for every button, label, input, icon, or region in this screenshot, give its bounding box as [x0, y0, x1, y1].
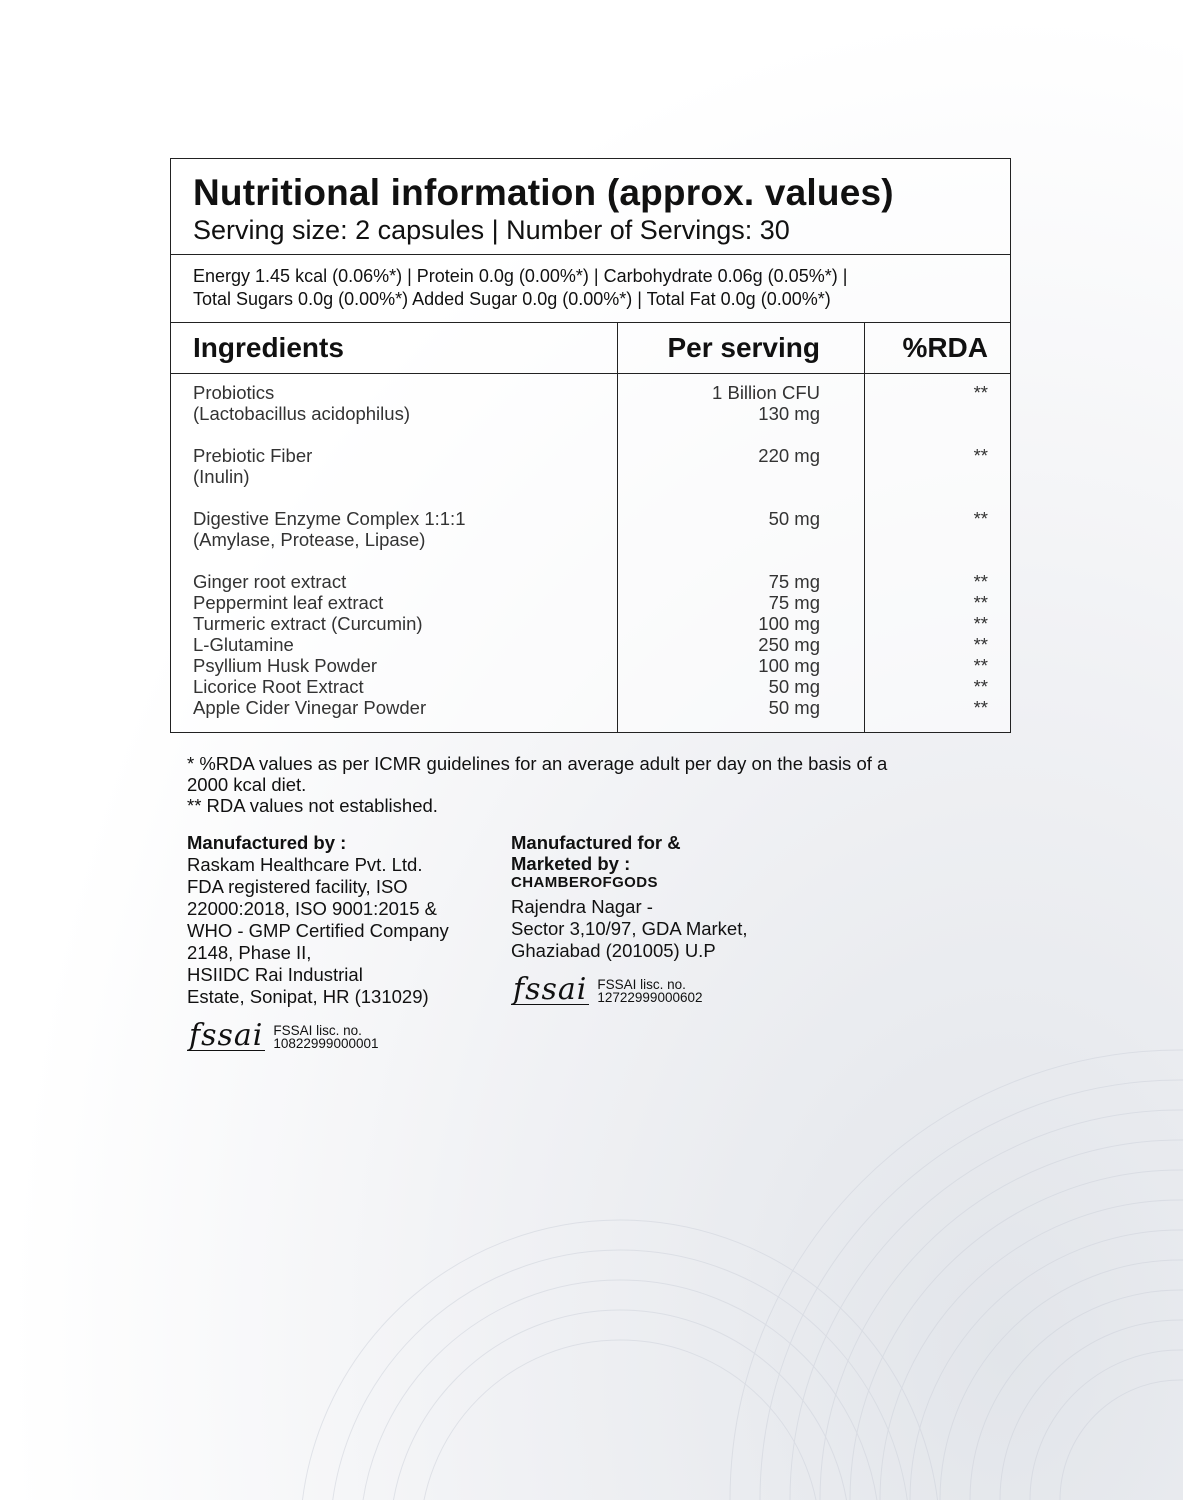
rda-value: **: [973, 592, 988, 613]
table-group: [618, 445, 820, 487]
marketer-label-2: Marketed by :: [511, 853, 631, 874]
per-serving-value: 100 mg: [758, 613, 820, 634]
manufacturer-block: [187, 832, 449, 1051]
per-serving-value: 50 mg: [768, 676, 820, 697]
table-group: [193, 571, 617, 718]
per-serving-value: 130 mg: [758, 403, 820, 424]
header-ingredients: Ingredients: [171, 323, 617, 374]
ingredients-list: [171, 374, 617, 718]
rda-value: **: [973, 676, 988, 697]
fssai-license: [273, 1024, 378, 1050]
fssai-logo: fssai: [513, 972, 588, 1007]
address-line: Estate, Sonipat, HR (131029): [187, 986, 429, 1007]
ingredient-line: Peppermint leaf extract: [193, 592, 384, 613]
ingredient-line: Apple Cider Vinegar Powder: [193, 697, 427, 718]
rda-list: [865, 374, 1010, 718]
address-line: HSIIDC Rai Industrial: [187, 964, 363, 985]
ingredient-line: (Amylase, Protease, Lipase): [193, 529, 426, 550]
fssai-license: [597, 978, 702, 1004]
ingredient-line: (Inulin): [193, 466, 250, 487]
marketer-label-1: Manufactured for &: [511, 832, 681, 853]
ingredients-column: [171, 323, 618, 732]
table-group: [865, 571, 988, 718]
address-line: 22000:2018, ISO 9001:2015 &: [187, 898, 437, 919]
ingredient-line: Prebiotic Fiber: [193, 445, 313, 466]
fssai-label: FSSAI lisc. no.: [273, 1022, 362, 1038]
per-serving-value: 220 mg: [758, 445, 820, 466]
energy-line-2: Total Sugars 0.0g (0.00%*) Added Sugar 0.0g (0.00%*) | Total Fat 0.0g (0.00%*): [193, 289, 831, 309]
footnote-rda-line-1: * %RDA values as per ICMR guidelines for an average adult per day on the basis of a: [187, 753, 888, 774]
header-per-serving: Per serving: [618, 323, 864, 374]
table-group: [865, 382, 988, 424]
nutrition-panel: [170, 158, 1011, 733]
ingredient-line: (Lactobacillus acidophilus): [193, 403, 410, 424]
per-serving-value: 75 mg: [768, 571, 820, 592]
rda-value: **: [973, 634, 988, 655]
rda-value: **: [973, 382, 988, 403]
table-group: [193, 382, 617, 424]
table-group: [193, 508, 617, 550]
energy-summary: [171, 255, 1010, 323]
rda-value: **: [973, 508, 988, 529]
rda-value: **: [973, 571, 988, 592]
panel-header: [171, 159, 1010, 255]
per-serving-value: 100 mg: [758, 655, 820, 676]
address-line: 2148, Phase II,: [187, 942, 312, 963]
panel-title: Nutritional information (approx. values): [193, 172, 894, 213]
table-group: [618, 571, 820, 718]
ingredient-line: Digestive Enzyme Complex 1:1:1: [193, 508, 466, 529]
marketer-block: [511, 832, 748, 1005]
footnotes: [187, 753, 967, 816]
energy-line-1: Energy 1.45 kcal (0.06%*) | Protein 0.0g (0.00%*) | Carbohydrate 0.06g (0.05%*) |: [193, 266, 848, 286]
address-line: WHO - GMP Certified Company: [187, 920, 449, 941]
address-line: FDA registered facility, ISO: [187, 876, 408, 897]
address-line: Rajendra Nagar -: [511, 896, 653, 917]
ingredients-table: [171, 323, 1010, 732]
marketer-address: [511, 896, 748, 962]
rda-value: **: [973, 697, 988, 718]
rda-value: **: [973, 613, 988, 634]
manufacturer-address: [187, 854, 449, 1008]
ingredient-line: Licorice Root Extract: [193, 676, 364, 697]
table-group: [865, 508, 988, 550]
ingredient-line: Probiotics: [193, 382, 275, 403]
table-group: [193, 445, 617, 487]
address-line: Ghaziabad (201005) U.P: [511, 940, 716, 961]
rda-value: **: [973, 445, 988, 466]
manufacturer-label: Manufactured by :: [187, 832, 347, 853]
per-serving-column: [618, 323, 865, 732]
brand-name: CHAMBEROFGODS: [511, 874, 658, 891]
per-serving-list: [618, 374, 864, 718]
ingredient-line: L-Glutamine: [193, 634, 294, 655]
fssai-logo: fssai: [189, 1018, 264, 1053]
fssai-number: 10822999000001: [273, 1035, 379, 1051]
rda-value: **: [973, 655, 988, 676]
address-line: Sector 3,10/97, GDA Market,: [511, 918, 748, 939]
rda-column: [865, 323, 1010, 732]
serving-info: Serving size: 2 capsules | Number of Servings: 30: [193, 215, 790, 245]
ingredient-line: Psyllium Husk Powder: [193, 655, 378, 676]
per-serving-value: 50 mg: [768, 697, 820, 718]
fssai-number: 12722999000602: [597, 989, 703, 1005]
fssai-label: FSSAI lisc. no.: [597, 976, 686, 992]
table-group: [618, 508, 820, 550]
footnote-rda-line-2: 2000 kcal diet.: [187, 774, 307, 795]
header-rda: %RDA: [865, 323, 1010, 374]
address-line: Raskam Healthcare Pvt. Ltd.: [187, 854, 423, 875]
marketer-fssai: [511, 972, 748, 1007]
table-group: [865, 445, 988, 487]
footnote-not-established: ** RDA values not established.: [187, 795, 438, 816]
ingredient-line: Turmeric extract (Curcumin): [193, 613, 423, 634]
ingredient-line: Ginger root extract: [193, 571, 347, 592]
per-serving-value: 75 mg: [768, 592, 820, 613]
per-serving-value: 1 Billion CFU: [712, 382, 820, 403]
table-group: [618, 382, 820, 424]
per-serving-value: 50 mg: [768, 508, 820, 529]
manufacturer-fssai: [187, 1018, 449, 1053]
per-serving-value: 250 mg: [758, 634, 820, 655]
